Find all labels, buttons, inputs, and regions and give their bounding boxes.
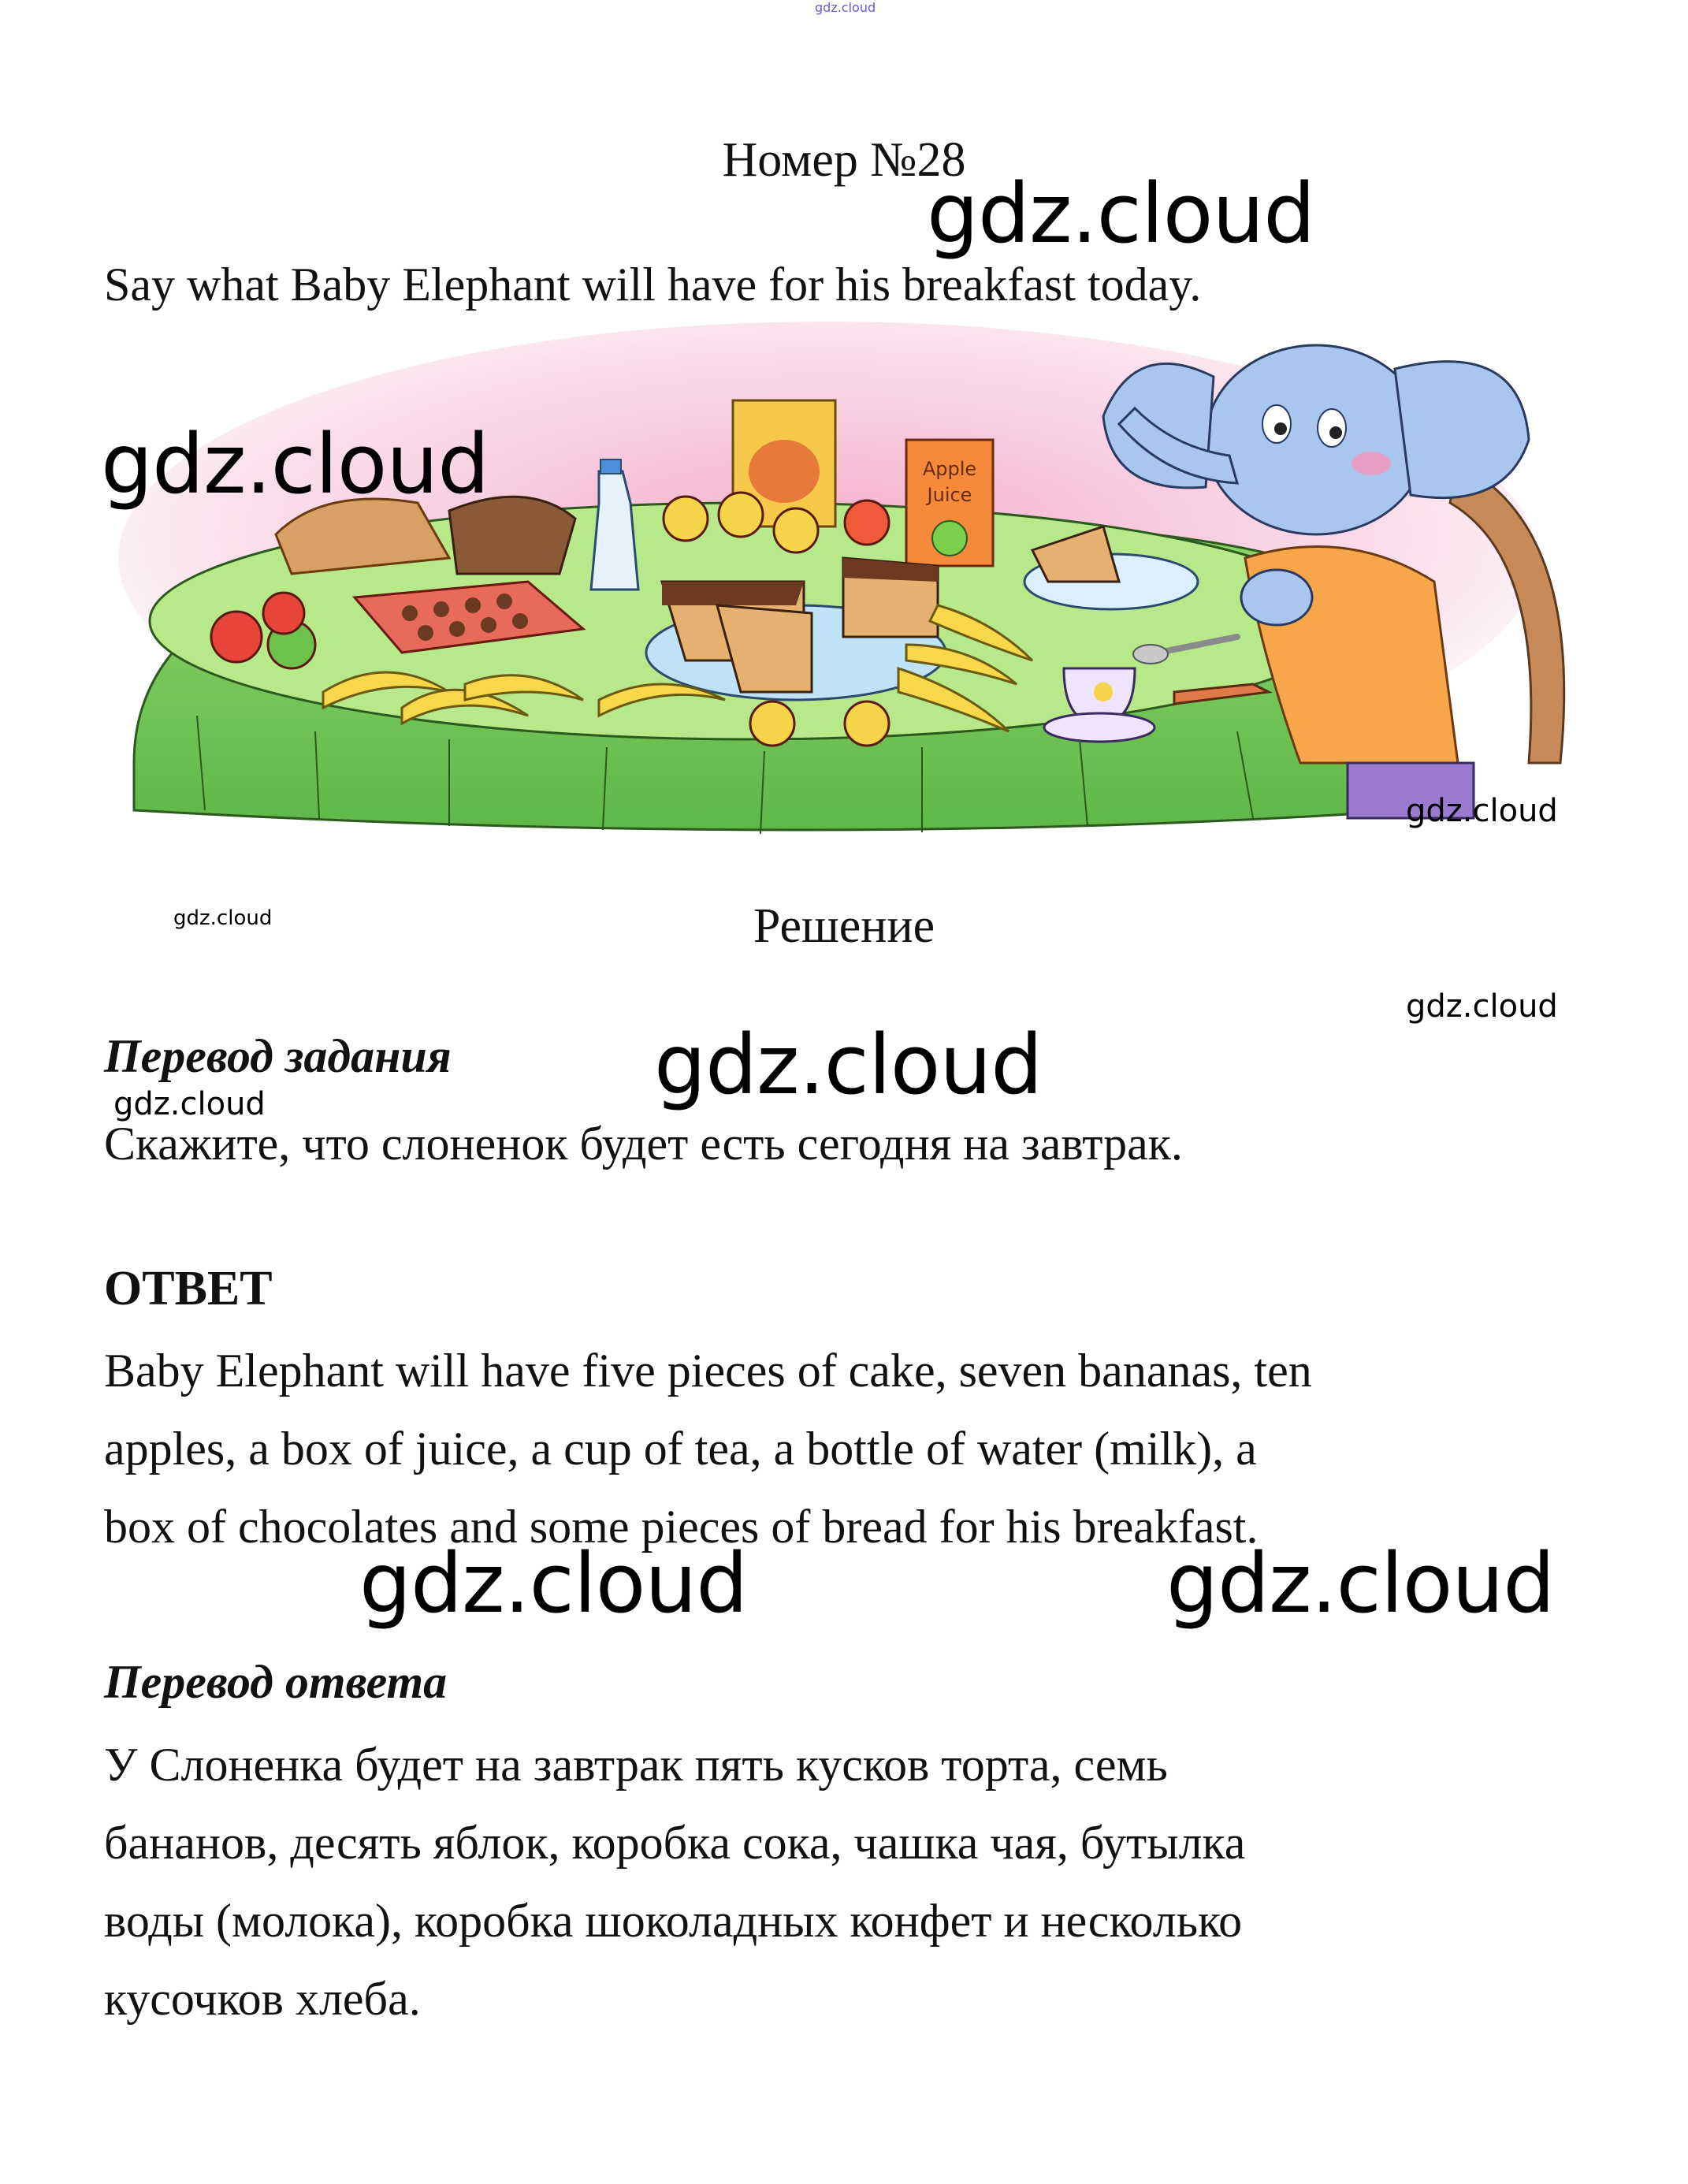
task-instruction: Say what Baby Elephant will have for his breakfast today. — [104, 259, 1202, 311]
juice-box-label-2: Juice — [927, 484, 972, 506]
answer-translation-line: кусочков хлеба. — [104, 1973, 421, 2025]
answer-translation-line: воды (молока), коробка шоколадных конфет и несколько — [104, 1895, 1243, 1947]
elephant-cheek — [1352, 452, 1391, 475]
watermark-5: gdz.cloud — [1406, 988, 1558, 1025]
watermark-2: gdz.cloud — [101, 416, 489, 512]
answer-line: Baby Elephant will have five pieces of cake, seven bananas, ten — [104, 1345, 1312, 1397]
watermark-6: gdz.cloud — [654, 1017, 1043, 1113]
answer-heading: ОТВЕТ — [104, 1262, 273, 1315]
watermark-3: gdz.cloud — [1406, 793, 1558, 829]
elephant-head — [1206, 345, 1426, 534]
page-title: Номер №28 — [722, 133, 966, 187]
answer-translation-heading: Перевод ответа — [104, 1656, 448, 1708]
task-translation-text: Скажите, что слоненок будет есть сегодня на завтрак. — [104, 1118, 1183, 1170]
breakfast-illustration — [118, 322, 1592, 834]
answer-translation-text — [104, 1726, 1601, 2038]
juice-box-label-1: Apple — [922, 458, 977, 480]
answer-translation-line: бананов, десять яблок, коробка сока, чашка чая, бутылка — [104, 1817, 1246, 1869]
watermark-8: gdz.cloud — [359, 1535, 748, 1631]
watermark-4: gdz.cloud — [173, 906, 273, 930]
answer-translation-line: У Слоненка будет на завтрак пять кусков торта, семь — [104, 1739, 1168, 1791]
elephant-hand — [1241, 570, 1312, 625]
answer-line: box of chocolates and some pieces of bread for his breakfast. — [104, 1501, 1259, 1553]
elephant-ear-right — [1395, 362, 1529, 498]
watermark-9: gdz.cloud — [1166, 1535, 1555, 1631]
top-watermark: gdz.cloud — [815, 0, 876, 15]
answer-text — [104, 1332, 1601, 1566]
answer-line: apples, a box of juice, a cup of tea, a bottle of water (milk), a — [104, 1423, 1257, 1475]
watermark-7: gdz.cloud — [113, 1086, 266, 1122]
solution-heading: Решение — [753, 899, 935, 953]
watermark-1: gdz.cloud — [927, 166, 1315, 262]
task-translation-heading: Перевод задания — [104, 1030, 452, 1082]
